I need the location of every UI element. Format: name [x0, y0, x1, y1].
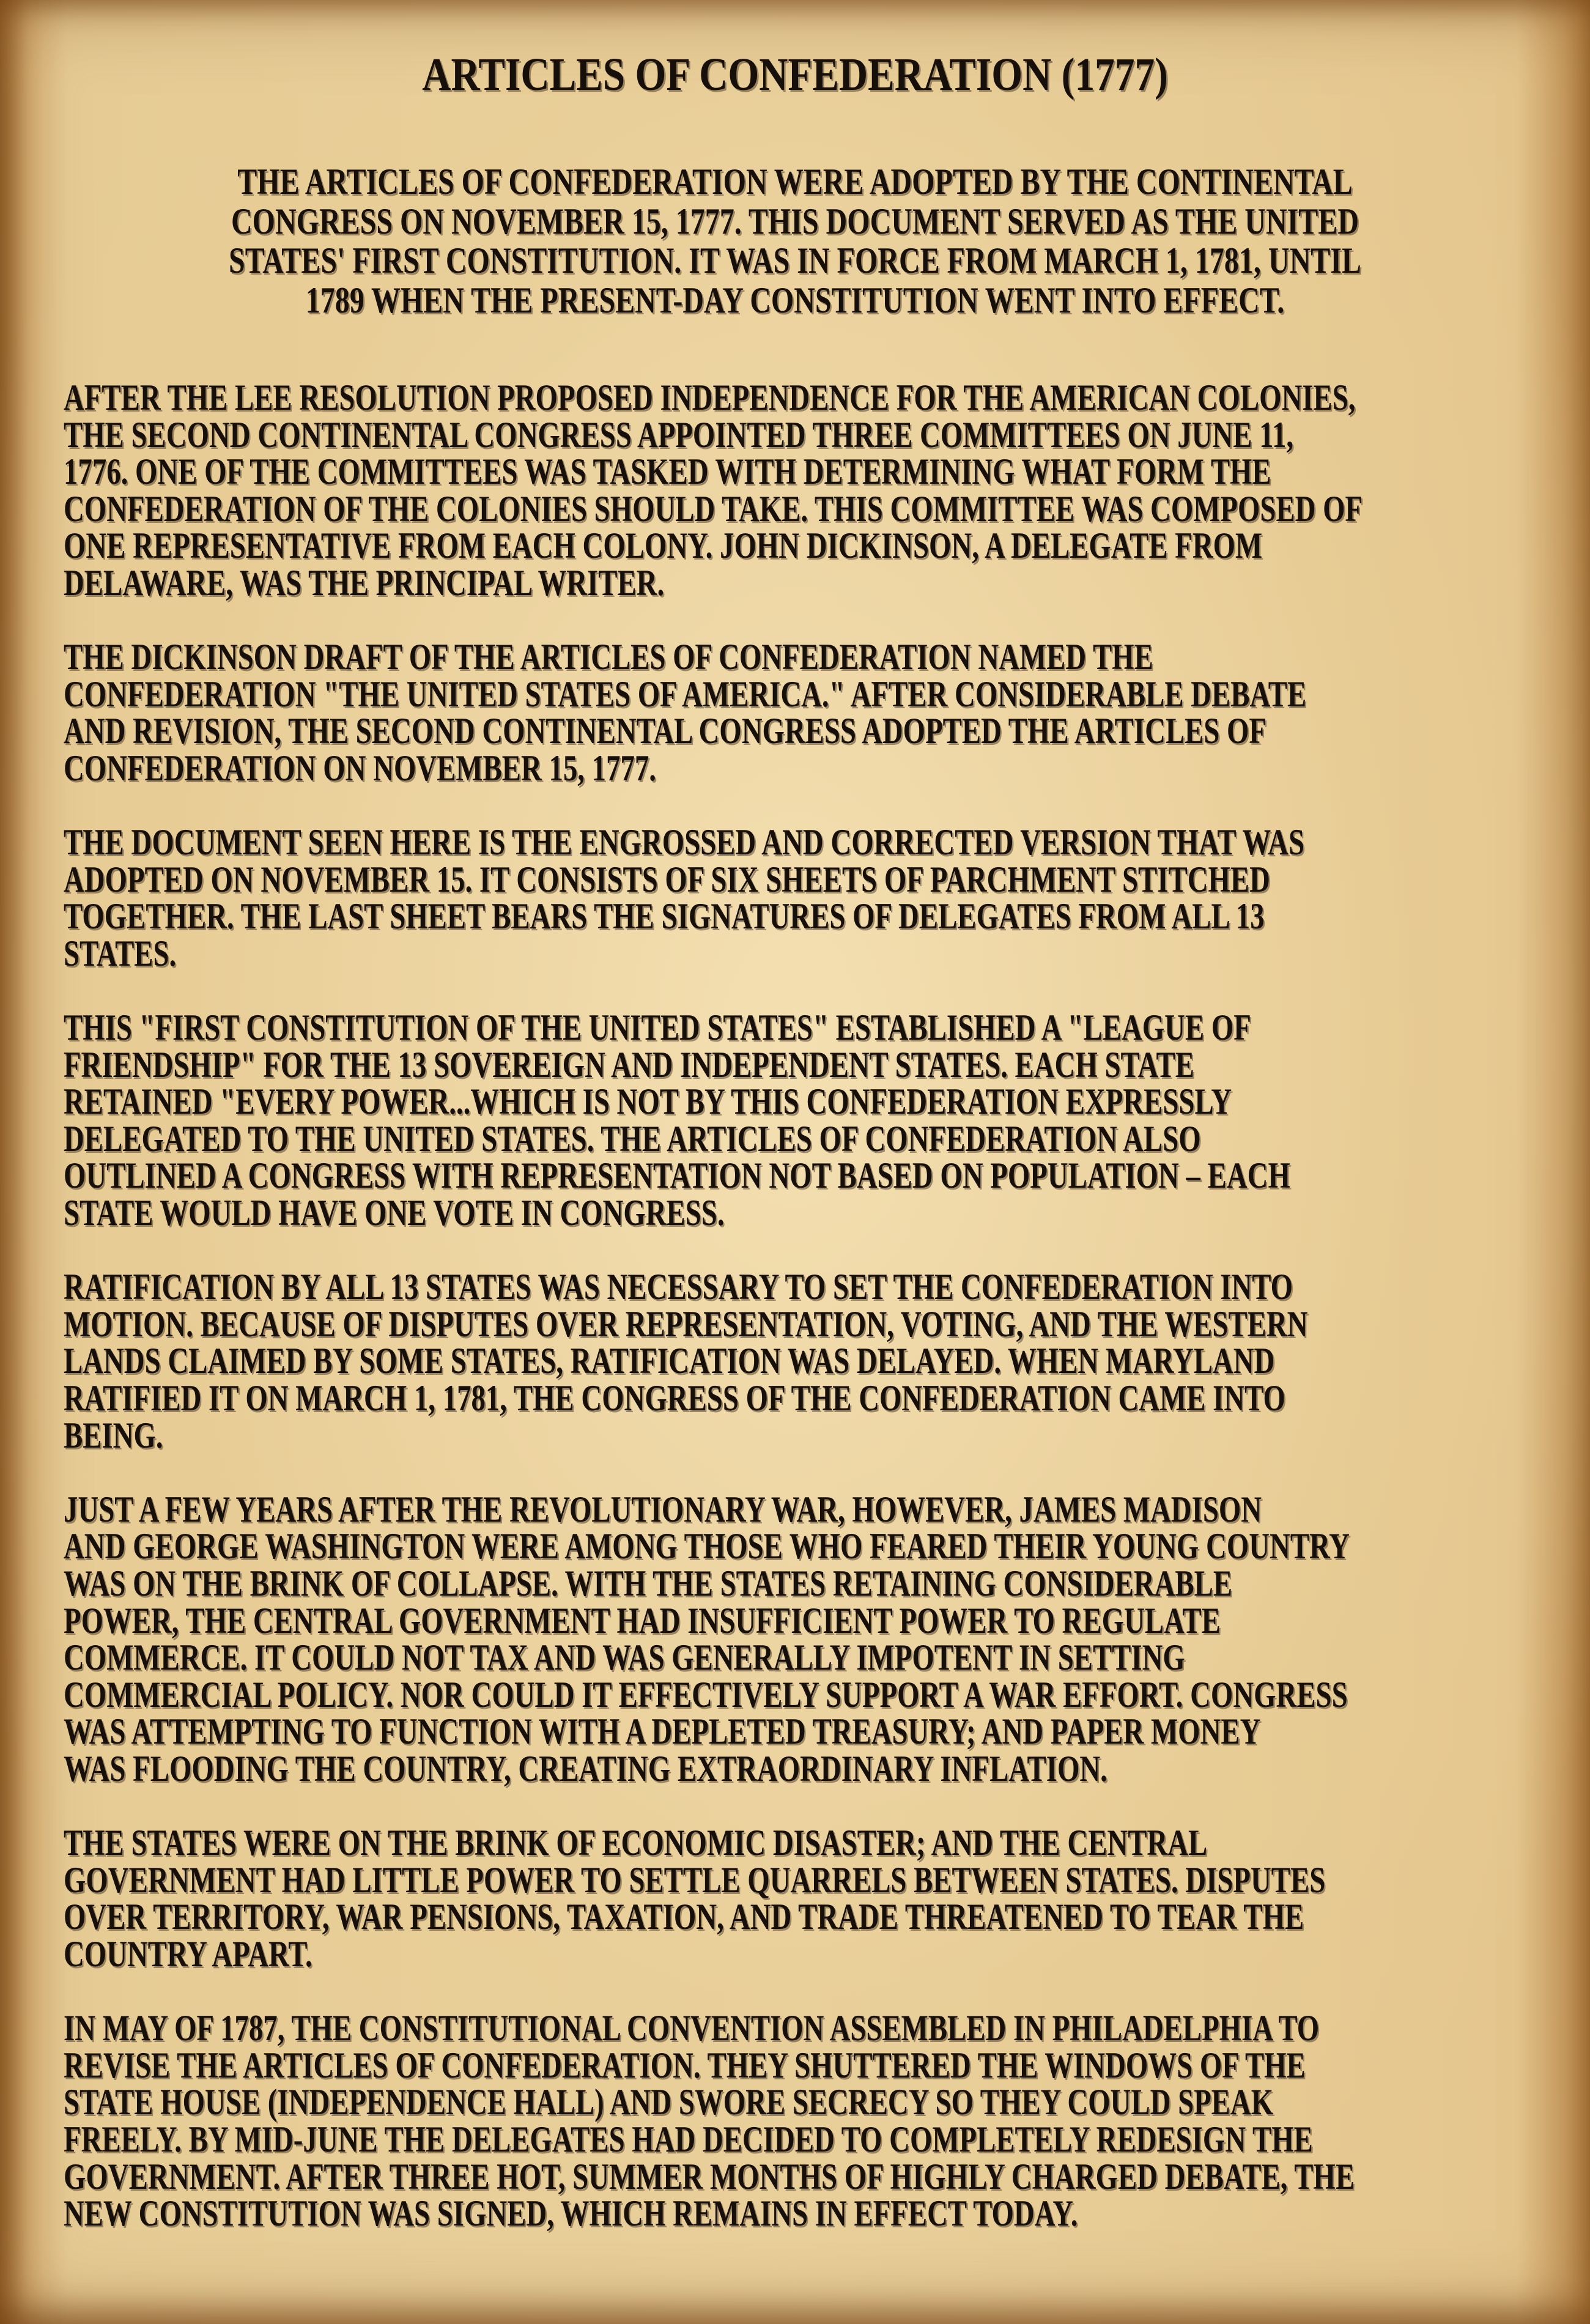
document-body	[64, 379, 1544, 2269]
paragraph-line: THE SECOND CONTINENTAL CONGRESS APPOINTED THREE COMMITTEES ON JUNE 11,	[64, 414, 1294, 455]
paragraph	[64, 379, 1544, 602]
paragraph-line: WAS FLOODING THE COUNTRY, CREATING EXTRAORDINARY INFLATION.	[64, 1748, 1107, 1789]
paragraph-line: TOGETHER. THE LAST SHEET BEARS THE SIGNATURES OF DELEGATES FROM ALL 13	[64, 896, 1265, 937]
paragraph-line: 1776. ONE OF THE COMMITTEES WAS TASKED WITH DETERMINING WHAT FORM THE	[64, 451, 1271, 492]
paragraph-line: STATE HOUSE (INDEPENDENCE HALL) AND SWORE SECRECY SO THEY COULD SPEAK	[64, 2082, 1274, 2123]
paragraph-line: STATE WOULD HAVE ONE VOTE IN CONGRESS.	[64, 1193, 725, 1234]
paragraph-line: DELEGATED TO THE UNITED STATES. THE ARTICLES OF CONFEDERATION ALSO	[64, 1118, 1201, 1159]
paragraph-line: ADOPTED ON NOVEMBER 15. IT CONSISTS OF SIX SHEETS OF PARCHMENT STITCHED	[64, 859, 1270, 900]
intro-line: CONGRESS ON NOVEMBER 15, 1777. THIS DOCUMENT SERVED AS THE UNITED	[231, 201, 1359, 242]
paragraph-line: COUNTRY APART.	[64, 1933, 312, 1974]
paragraph-line: COMMERCE. IT COULD NOT TAX AND WAS GENERALLY IMPOTENT IN SETTING	[64, 1637, 1185, 1678]
paragraph-line: AFTER THE LEE RESOLUTION PROPOSED INDEPENDENCE FOR THE AMERICAN COLONIES,	[64, 377, 1356, 418]
paragraph-line: RATIFICATION BY ALL 13 STATES WAS NECESSARY TO SET THE CONFEDERATION INTO	[64, 1267, 1293, 1308]
paragraph-line: THIS "FIRST CONSTITUTION OF THE UNITED STATES" ESTABLISHED A "LEAGUE OF	[64, 1007, 1251, 1048]
paragraph-line: AND REVISION, THE SECOND CONTINENTAL CONGRESS ADOPTED THE ARTICLES OF	[64, 711, 1267, 752]
paragraph-line: REVISE THE ARTICLES OF CONFEDERATION. THEY SHUTTERED THE WINDOWS OF THE	[64, 2045, 1306, 2085]
paragraph	[64, 1009, 1544, 1232]
paragraph-line: FRIENDSHIP" FOR THE 13 SOVEREIGN AND INDEPENDENT STATES. EACH STATE	[64, 1044, 1194, 1085]
paragraph-line: GOVERNMENT. AFTER THREE HOT, SUMMER MONTHS OF HIGHLY CHARGED DEBATE, THE	[64, 2156, 1355, 2197]
paragraph	[64, 1491, 1544, 1788]
paragraph-line: STATES.	[64, 933, 177, 974]
paragraph-line: BEING.	[64, 1415, 163, 1456]
paragraph-line: CONFEDERATION ON NOVEMBER 15, 1777.	[64, 747, 656, 788]
paragraph-line: ONE REPRESENTATIVE FROM EACH COLONY. JOHN DICKINSON, A DELEGATE FROM	[64, 525, 1263, 566]
paragraph-line: CONFEDERATION OF THE COLONIES SHOULD TAKE. THIS COMMITTEE WAS COMPOSED OF	[64, 488, 1363, 529]
paragraph-line: MOTION. BECAUSE OF DISPUTES OVER REPRESENTATION, VOTING, AND THE WESTERN	[64, 1303, 1308, 1344]
paragraph-line: POWER, THE CENTRAL GOVERNMENT HAD INSUFFICIENT POWER TO REGULATE	[64, 1600, 1221, 1641]
intro-paragraph	[0, 162, 1590, 320]
intro-line: STATES' FIRST CONSTITUTION. IT WAS IN FORCE FROM MARCH 1, 1781, UNTIL	[229, 240, 1361, 281]
paragraph-line: COMMERCIAL POLICY. NOR COULD IT EFFECTIVELY SUPPORT A WAR EFFORT. CONGRESS	[64, 1674, 1348, 1715]
paragraph-line: WAS ON THE BRINK OF COLLAPSE. WITH THE STATES RETAINING CONSIDERABLE	[64, 1563, 1233, 1604]
paragraph-line: AND GEORGE WASHINGTON WERE AMONG THOSE WHO FEARED THEIR YOUNG COUNTRY	[64, 1526, 1350, 1567]
paragraph-line: LANDS CLAIMED BY SOME STATES, RATIFICATION WAS DELAYED. WHEN MARYLAND	[64, 1341, 1275, 1382]
paragraph-line: THE STATES WERE ON THE BRINK OF ECONOMIC DISASTER; AND THE CENTRAL	[64, 1823, 1208, 1863]
intro-line: THE ARTICLES OF CONFEDERATION WERE ADOPTED BY THE CONTINENTAL	[237, 161, 1353, 202]
paragraph-line: CONFEDERATION "THE UNITED STATES OF AMERICA." AFTER CONSIDERABLE DEBATE	[64, 673, 1307, 714]
paragraph	[64, 1824, 1544, 1972]
paragraph	[64, 638, 1544, 786]
paragraph-line: WAS ATTEMPTING TO FUNCTION WITH A DEPLETED TREASURY; AND PAPER MONEY	[64, 1711, 1261, 1752]
paragraph-line: JUST A FEW YEARS AFTER THE REVOLUTIONARY WAR, HOWEVER, JAMES MADISON	[64, 1489, 1262, 1530]
paragraph-line: RATIFIED IT ON MARCH 1, 1781, THE CONGRESS OF THE CONFEDERATION CAME INTO	[64, 1378, 1285, 1419]
paragraph-line: RETAINED "EVERY POWER...WHICH IS NOT BY THIS CONFEDERATION EXPRESSLY	[64, 1081, 1232, 1122]
paragraph-line: GOVERNMENT HAD LITTLE POWER TO SETTLE QUARRELS BETWEEN STATES. DISPUTES	[64, 1859, 1326, 1900]
paragraph-line: THE DOCUMENT SEEN HERE IS THE ENGROSSED AND CORRECTED VERSION THAT WAS	[64, 822, 1304, 863]
paragraph-line: IN MAY OF 1787, THE CONSTITUTIONAL CONVENTION ASSEMBLED IN PHILADELPHIA TO	[64, 2008, 1320, 2049]
parchment-edge	[0, 0, 43, 2324]
paragraph	[64, 1268, 1544, 1454]
paragraph	[64, 824, 1544, 972]
paragraph-line: OUTLINED A CONGRESS WITH REPRESENTATION NOT BASED ON POPULATION – EACH	[64, 1155, 1290, 1196]
intro-line: 1789 WHEN THE PRESENT-DAY CONSTITUTION WENT INTO EFFECT.	[305, 279, 1285, 320]
paragraph-line: NEW CONSTITUTION WAS SIGNED, WHICH REMAINS IN EFFECT TODAY.	[64, 2193, 1078, 2234]
paragraph-line: DELAWARE, WAS THE PRINCIPAL WRITER.	[64, 562, 665, 603]
paragraph-line: FREELY. BY MID-JUNE THE DELEGATES HAD DECIDED TO COMPLETELY REDESIGN THE	[64, 2119, 1313, 2159]
paragraph-line: OVER TERRITORY, WAR PENSIONS, TAXATION, AND TRADE THREATENED TO TEAR THE	[64, 1897, 1304, 1937]
paragraph-line: THE DICKINSON DRAFT OF THE ARTICLES OF CONFEDERATION NAMED THE	[64, 637, 1153, 678]
page-title	[0, 44, 1590, 105]
paragraph	[64, 2010, 1544, 2232]
page-title-text: ARTICLES OF CONFEDERATION (1777)	[422, 49, 1168, 100]
